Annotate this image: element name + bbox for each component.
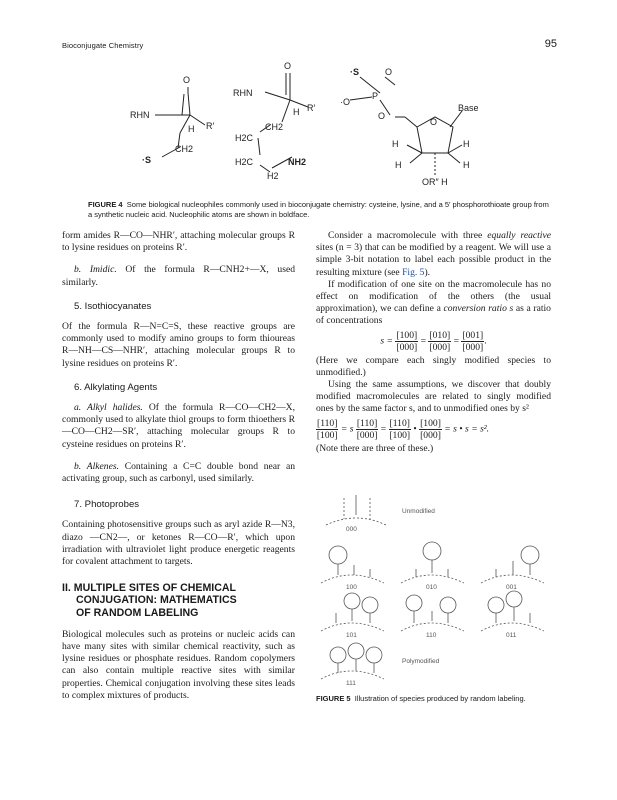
svg-text:·O: ·O <box>340 97 350 107</box>
paragraph-doubly-modified: Using the same assumptions, we discover that doubly modified macromolecules are related to singly modified ones by the same factor s, and to unmodified ones by s² <box>316 379 551 415</box>
svg-text:R′: R′ <box>307 103 316 113</box>
svg-text:RHN: RHN <box>233 88 253 98</box>
tag-001: 001 <box>506 584 517 591</box>
paragraph-alkyl-halides: a. Alkyl halides. Of the formula R—CO—CH2—X, commonly used to alkylate thiol groups to form thioethers R—CO—CH2—SR′, attaching molecular groups R to cysteine residues on proteins R′. <box>62 402 296 450</box>
figure5-caption: FIGURE 5 Illustration of species produced by random labeling. <box>316 694 526 703</box>
svg-text:Base: Base <box>458 103 479 113</box>
paragraph-isothiocyanates: Of the formula R—N=C=S, these reactive groups are commonly used to modify amino groups to form thioureas R—NH—CS—NHR′, attaching molecular groups R to lysine residues on proteins R′. <box>62 321 295 369</box>
figure4-caption: FIGURE 4 Some biological nucleophiles commonly used in bioconjugate chemistry: cysteine, lysine, and a 5′ phosphorothioate group from a synthetic nucleic acid. Nucleophilic atoms are shown in boldface. <box>88 200 549 219</box>
svg-text:RHN: RHN <box>130 110 150 120</box>
svg-text:P: P <box>372 91 379 101</box>
paragraph-photoprobes: Containing photosensitive groups such as aryl azide R—N3, diazo —CN2—, or ketones R—CO—R′, which upon irradiation with ultraviolet light produce energetic reagents for covalent attachment to targets. <box>62 519 295 568</box>
svg-text:H: H <box>463 139 470 149</box>
right-column <box>316 230 551 455</box>
svg-text:R′: R′ <box>206 121 215 131</box>
svg-text:NH2: NH2 <box>288 157 307 167</box>
left-column <box>62 230 295 702</box>
svg-text:H: H <box>463 160 470 170</box>
paragraph-note: (Note there are three of these.) <box>316 442 434 454</box>
tag-011: 011 <box>506 632 517 639</box>
tag-010: 010 <box>426 584 437 591</box>
svg-text:O: O <box>430 117 438 127</box>
tag-110: 110 <box>426 632 437 639</box>
svg-text:H2: H2 <box>267 171 279 181</box>
svg-text:H: H <box>188 124 195 134</box>
label-unmodified: Unmodified <box>402 508 435 515</box>
svg-text:CH2: CH2 <box>175 144 194 154</box>
tag-101: 101 <box>346 632 357 639</box>
tag-111: 111 <box>346 680 356 687</box>
paragraph-singly-modified: (Here we compare each singly modified species to unmodified.) <box>316 354 551 378</box>
paragraph-random-labeling: Biological molecules such as proteins or nucleic acids can have many sites with similar chemical reactivity, such as lysine residues or phosphate residues. Random copolymers can also contain multiple reactive sites with similar properties. Chemical conjugation involving these sites leads to complex mixtures of products. <box>62 628 295 701</box>
heading-isothiocyanates: 5. Isothiocyanates <box>74 300 152 312</box>
svg-text:·S: ·S <box>142 155 151 165</box>
journal-title: Bioconjugate Chemistry <box>62 41 144 50</box>
svg-text:OR″ H: OR″ H <box>422 177 448 187</box>
svg-text:H2C: H2C <box>235 133 254 143</box>
svg-text:H: H <box>392 139 399 149</box>
svg-text:H: H <box>395 160 402 170</box>
section-heading-ii: II. MULTIPLE SITES OF CHEMICAL CONJUGATION: MATHEMATICS OF RANDOM LABELING <box>62 582 237 619</box>
paragraph-conversion-ratio: If modification of one site on the macromolecule has no effect on modification of the others (the usual approximation), we can define a conversion ratio s as a ratio of concentrations <box>316 278 551 327</box>
figure4-structures <box>110 55 550 200</box>
equation-doubly-modified: $\frac{[110]}{[100]}$ = s $\frac{[110]}{[000]}$ = $\frac{[110]}{[100]}$ • $\frac{[100]}{[000]}$ = s • s = s². <box>316 417 490 441</box>
equation-conversion-ratio: s = $\frac{[100]}{[000]}$ = $\frac{[010]}{[000]}$ = $\frac{[001]}{[000]}$ . <box>380 329 487 353</box>
svg-text:O: O <box>183 75 191 85</box>
page-number: 95 <box>544 38 557 50</box>
svg-text:H2C: H2C <box>235 157 254 167</box>
figure5-diagram <box>316 493 551 693</box>
fig5-link[interactable]: Fig. 5 <box>402 266 425 278</box>
paragraph-three-sites: Consider a macromolecule with three equally reactive sites (n = 3) that can be modified by a reagent. We will use a simple 3-bit notation to label each possible product in the resulting mixture (see Fig. 5). <box>316 230 551 278</box>
svg-text:·S: ·S <box>350 67 359 77</box>
paragraph-alkenes: b. Alkenes. Containing a C=C double bond near an activating group, such as carbonyl, used similarly. <box>62 460 295 485</box>
svg-text:H: H <box>293 107 300 117</box>
label-polymodified: Polymodified <box>402 658 440 665</box>
svg-text:O: O <box>284 61 292 71</box>
heading-photoprobes: 7. Photoprobes <box>74 499 140 511</box>
tag-000: 000 <box>346 526 357 533</box>
tag-100: 100 <box>346 584 357 591</box>
svg-text:O: O <box>378 111 386 121</box>
paragraph-amides: form amides R—CO—NHR′, attaching molecular groups R to lysine residues on proteins R′. <box>62 230 295 254</box>
svg-text:O: O <box>385 67 393 77</box>
heading-alkylating: 6. Alkylating Agents <box>74 381 158 393</box>
svg-text:CH2: CH2 <box>265 122 284 132</box>
paragraph-imidic: b. Imidic. Of the formula R—CNH2+—X, used similarly. <box>62 264 295 288</box>
